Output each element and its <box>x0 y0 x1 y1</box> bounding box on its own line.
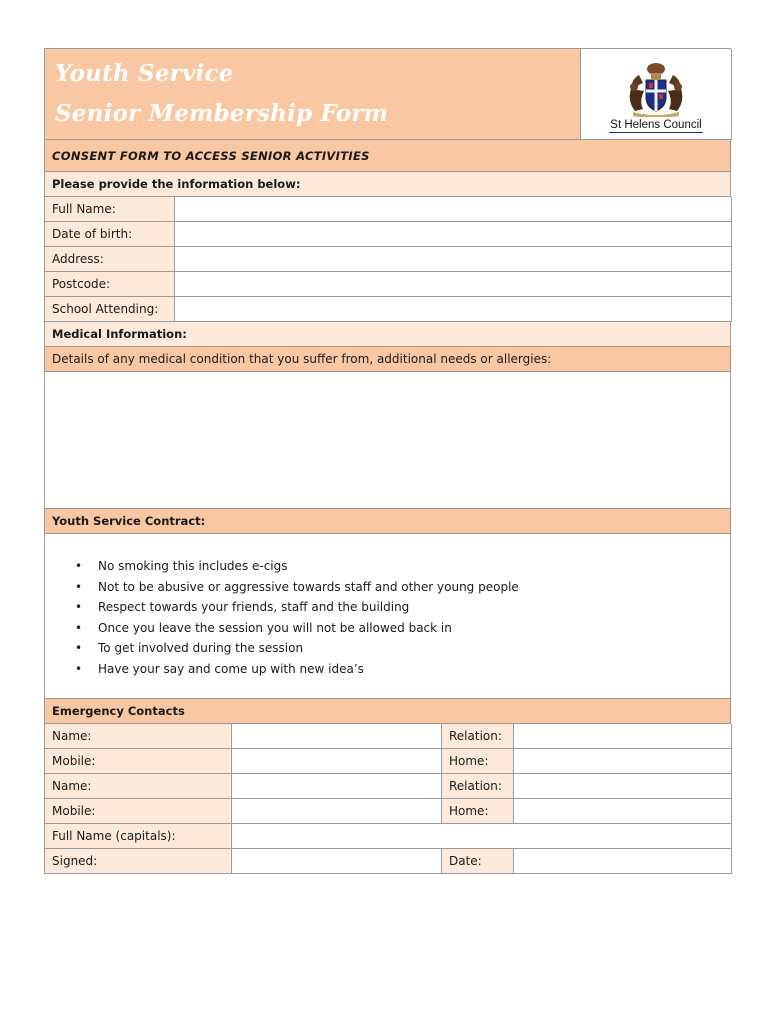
contact1-home-label: Home: <box>442 749 514 774</box>
contact1-relation-field[interactable] <box>514 724 732 749</box>
contract-item: • To get involved during the session <box>75 638 519 659</box>
full-name-capitals-label: Full Name (capitals): <box>45 824 232 849</box>
emergency-heading: Emergency Contacts <box>45 699 731 724</box>
personal-fields <box>44 197 731 322</box>
consent-heading: CONSENT FORM TO ACCESS SENIOR ACTIVITIES <box>45 140 731 172</box>
consent-section <box>44 140 731 197</box>
postcode-label: Postcode: <box>45 272 175 297</box>
contact2-name-field[interactable] <box>232 774 442 799</box>
dob-field[interactable] <box>175 222 732 247</box>
school-label: School Attending: <box>45 297 175 322</box>
contract-list <box>45 556 519 679</box>
full-name-capitals-field[interactable] <box>232 824 732 849</box>
contract-item: • Once you leave the session you will not be allowed back in <box>75 618 519 639</box>
contract-section <box>44 509 731 699</box>
address-field[interactable] <box>175 247 732 272</box>
membership-form <box>44 48 731 874</box>
emergency-fields <box>44 724 731 824</box>
medical-prompt: Details of any medical condition that you suffer from, additional needs or allergies: <box>45 347 731 372</box>
contact2-mobile-field[interactable] <box>232 799 442 824</box>
contact1-name-label: Name: <box>45 724 232 749</box>
contact1-home-field[interactable] <box>514 749 732 774</box>
emergency-section <box>44 699 731 724</box>
dob-label: Date of birth: <box>45 222 175 247</box>
title-block <box>45 49 581 140</box>
contact2-relation-field[interactable] <box>514 774 732 799</box>
contact2-name-label: Name: <box>45 774 232 799</box>
address-label: Address: <box>45 247 175 272</box>
title-line-1: Youth Service <box>55 60 234 87</box>
form-header <box>44 48 731 140</box>
date-label: Date: <box>442 849 514 874</box>
contact2-home-field[interactable] <box>514 799 732 824</box>
council-logo <box>581 49 732 140</box>
contract-item: • Have your say and come up with new idea’s <box>75 659 519 680</box>
signoff-sign-row <box>44 849 731 874</box>
medical-section <box>44 322 731 509</box>
contact1-relation-label: Relation: <box>442 724 514 749</box>
contract-heading: Youth Service Contract: <box>45 509 731 534</box>
signature-field[interactable] <box>232 849 442 874</box>
contract-item: • No smoking this includes e-cigs <box>75 556 519 577</box>
postcode-field[interactable] <box>175 272 732 297</box>
date-field[interactable] <box>514 849 732 874</box>
contract-item: • Not to be abusive or aggressive towards staff and other young people <box>75 577 519 598</box>
title-line-2: Senior Membership Form <box>55 100 389 127</box>
school-field[interactable] <box>175 297 732 322</box>
signed-label: Signed: <box>45 849 232 874</box>
contact2-home-label: Home: <box>442 799 514 824</box>
signoff-name-row <box>44 824 731 849</box>
contact1-name-field[interactable] <box>232 724 442 749</box>
contact2-relation-label: Relation: <box>442 774 514 799</box>
full-name-label: Full Name: <box>45 197 175 222</box>
info-heading: Please provide the information below: <box>45 172 731 197</box>
medical-heading: Medical Information: <box>45 322 731 347</box>
contract-body <box>45 534 731 699</box>
contact1-mobile-label: Mobile: <box>45 749 232 774</box>
contact1-mobile-field[interactable] <box>232 749 442 774</box>
council-name: St Helens Council <box>610 119 702 131</box>
contact2-mobile-label: Mobile: <box>45 799 232 824</box>
medical-details-field[interactable] <box>45 372 731 509</box>
full-name-field[interactable] <box>175 197 732 222</box>
contract-item: • Respect towards your friends, staff and the building <box>75 597 519 618</box>
coat-of-arms-icon <box>625 61 687 117</box>
